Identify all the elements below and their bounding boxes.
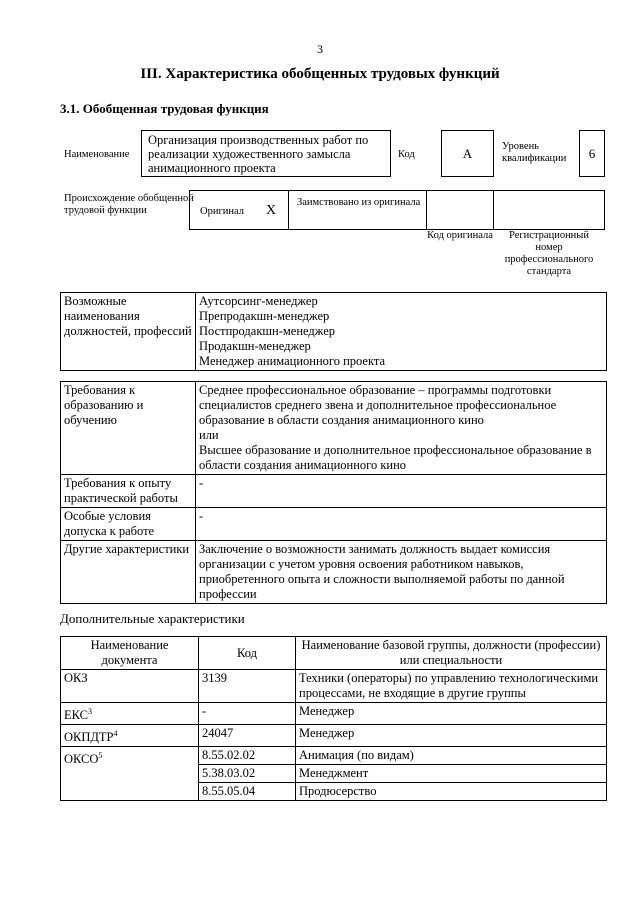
- table-row: [61, 382, 607, 475]
- table-row: [61, 541, 607, 604]
- doc-name: ОКПДТР: [64, 730, 114, 745]
- code-value-box: [441, 130, 494, 177]
- doc-cell: [61, 725, 199, 747]
- experience-label: Требования к опыту практической работы: [61, 475, 196, 508]
- name-cell: Менеджер: [296, 703, 607, 725]
- positions-table: [60, 292, 607, 371]
- footnote-ref[interactable]: 4: [113, 729, 118, 739]
- table-header-row: [61, 637, 607, 670]
- doc-cell: [61, 703, 199, 725]
- function-name-box: [141, 130, 391, 177]
- registration-caption: Регистрационный номер профессионального стандарта: [504, 230, 594, 277]
- registration-number-box: [493, 190, 605, 230]
- borrowed-label: Заимствовано из оригинала: [297, 197, 421, 208]
- doc-name: ОКСО: [64, 752, 99, 767]
- list-item: Продакшн-менеджер: [199, 339, 311, 353]
- original-label: Оригинал: [200, 206, 244, 217]
- name-label: Наименование: [64, 149, 130, 160]
- doc-name: ОКЗ: [64, 671, 88, 685]
- positions-label: Возможные наименования должностей, профессий: [61, 293, 196, 371]
- additional-caption: Дополнительные характеристики: [60, 611, 245, 626]
- education-line: Среднее профессиональное образование – программы подготовки специалистов среднего звена и дополнительное профессиональное образование в области создания анимационного кино: [199, 383, 557, 427]
- list-item: Препродакшн-менеджер: [199, 309, 330, 323]
- name-cell: Менеджер: [296, 725, 607, 747]
- list-item: Аутсорсинг-менеджер: [199, 294, 318, 308]
- other-label: Другие характеристики: [61, 541, 196, 604]
- level-value-box: [579, 130, 605, 177]
- origin-label: Происхождение обобщенной трудовой функции: [64, 193, 194, 216]
- code-cell: 24047: [199, 725, 296, 747]
- function-name-value: Организация производственных работ по реализации художественного замысла анимационного проекта: [148, 133, 369, 175]
- header-document: Наименование документа: [61, 637, 199, 670]
- education-label: Требования к образованию и обучению: [61, 382, 196, 475]
- original-code-box: [426, 190, 494, 230]
- table-row: [61, 293, 607, 371]
- borrowed-box: [288, 190, 427, 230]
- table-row: [61, 747, 607, 765]
- name-cell: Менеджмент: [296, 765, 607, 783]
- code-cell: -: [199, 703, 296, 725]
- original-mark: X: [266, 203, 277, 218]
- code-cell: 5.38.03.02: [199, 765, 296, 783]
- footnote-ref[interactable]: 3: [88, 707, 92, 716]
- doc-name: ЕКС: [64, 708, 88, 723]
- header-name: Наименование базовой группы, должности (профессии) или специальности: [296, 637, 607, 670]
- admission-label: Особые условия допуска к работе: [61, 508, 196, 541]
- list-item: Менеджер анимационного проекта: [199, 354, 386, 368]
- requirements-table: [60, 381, 607, 604]
- original-box: [189, 190, 289, 230]
- code-value: A: [462, 146, 473, 161]
- education-line: или: [199, 428, 219, 442]
- additional-table: [60, 636, 607, 801]
- admission-value: -: [196, 508, 607, 541]
- doc-cell: [61, 670, 199, 703]
- page-number: 3: [317, 42, 323, 56]
- subsection-title: 3.1. Обобщенная трудовая функция: [60, 101, 269, 116]
- list-item: Постпродакшн-менеджер: [199, 324, 336, 338]
- education-value: [196, 382, 607, 475]
- level-value: 6: [588, 146, 596, 161]
- name-cell: Продюсерство: [296, 783, 607, 801]
- name-cell: Анимация (по видам): [296, 747, 607, 765]
- education-line: Высшее образование и дополнительное профессиональное образование в области создания анимационного кино: [199, 443, 592, 472]
- doc-cell: [61, 747, 199, 801]
- code-cell: 8.55.02.02: [199, 747, 296, 765]
- name-cell: Техники (операторы) по управлению технологическими процессами, не входящие в другие группы: [296, 670, 607, 703]
- other-value: Заключение о возможности занимать должность выдает комиссия организации с учетом уровня освоения работником навыков, приобретенного опыта и сложности выполняемой работы по данной профессии: [196, 541, 607, 604]
- original-code-caption: Код оригинала: [427, 230, 493, 241]
- experience-value: -: [196, 475, 607, 508]
- level-label: Уровень квалификации: [502, 141, 567, 164]
- code-label: Код: [398, 149, 415, 160]
- footnote-ref[interactable]: 5: [98, 751, 103, 761]
- table-row: [61, 725, 607, 747]
- table-row: [61, 703, 607, 725]
- section-title: III. Характеристика обобщенных трудовых функций: [140, 66, 500, 82]
- code-cell: 3139: [199, 670, 296, 703]
- table-row: [61, 475, 607, 508]
- table-row: [61, 670, 607, 703]
- code-cell: 8.55.05.04: [199, 783, 296, 801]
- table-row: [61, 508, 607, 541]
- positions-list: [196, 293, 607, 371]
- header-code: Код: [199, 637, 296, 670]
